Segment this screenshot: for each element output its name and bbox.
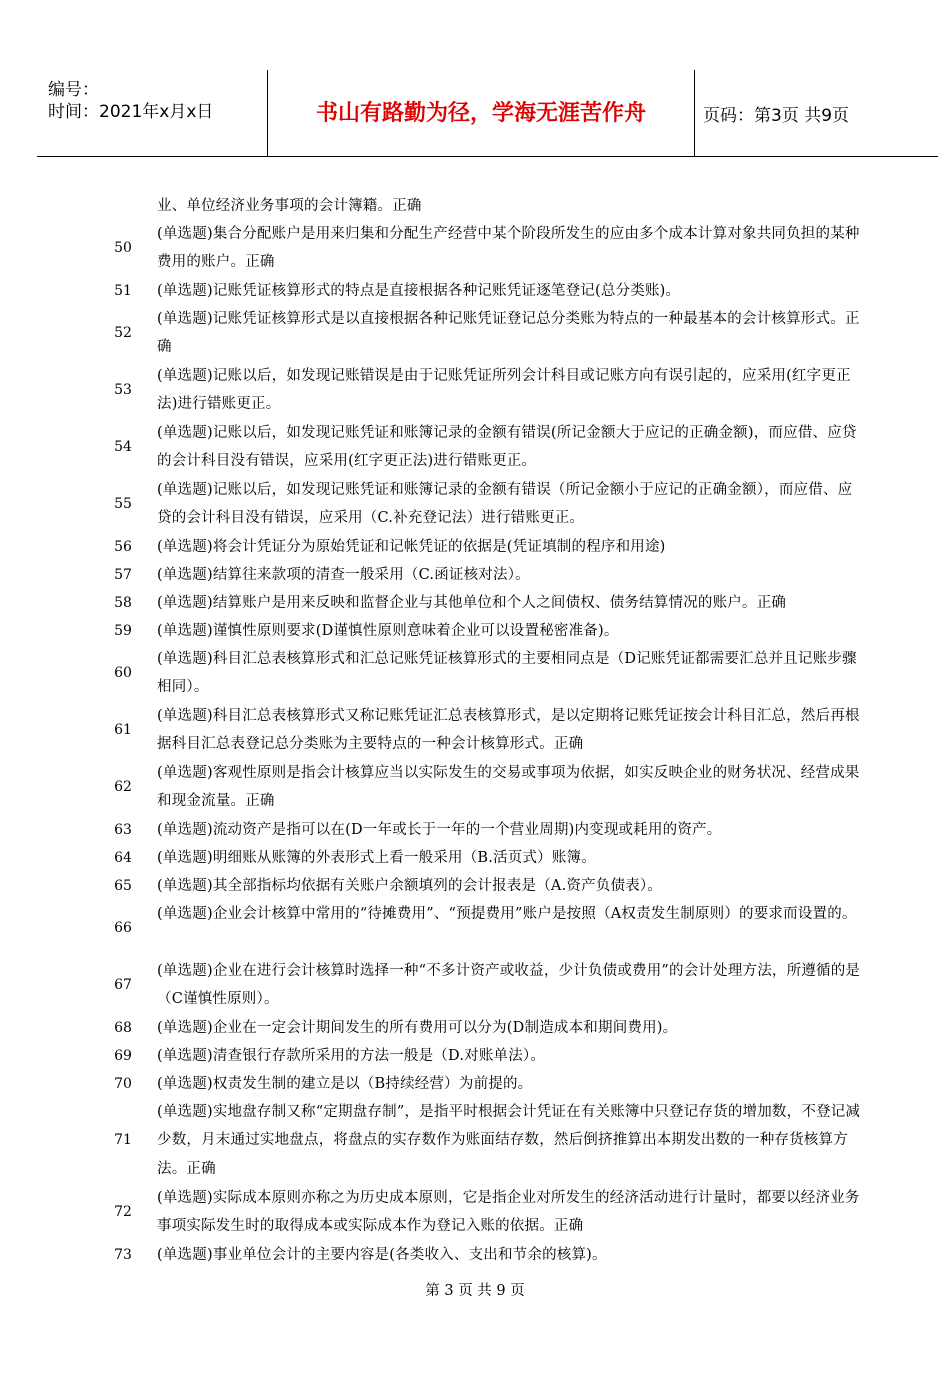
list-item: [0, 759, 950, 816]
item-number: 64: [114, 850, 132, 866]
list-item: [0, 192, 950, 220]
item-text: (单选题)谨慎性原则要求(D谨慎性原则意味着企业可以设置秘密准备)。: [157, 623, 619, 639]
item-number: 63: [114, 822, 132, 838]
item-number: 62: [114, 779, 132, 795]
item-number: 67: [114, 977, 132, 993]
header-page-cell: [694, 70, 938, 156]
item-number: 70: [114, 1076, 132, 1092]
item-number: 53: [114, 382, 132, 398]
header-meta: [37, 70, 267, 156]
list-item: [0, 844, 950, 872]
item-number: 54: [114, 439, 132, 455]
item-text: (单选题)记账凭证核算形式是以直接根据各种记账凭证登记总分类账为特点的一种最基本的会计核算形式。正确: [157, 311, 860, 356]
page-info: 页码：第3页 共9页: [703, 106, 850, 126]
item-number: 71: [114, 1132, 132, 1148]
list-item: [0, 277, 950, 305]
item-text: (单选题)记账以后，如发现记账凭证和账簿记录的金额有错误(所记金额大于应记的正确金额)，而应借、应贷的会计科目没有错误，应采用(红字更正法)进行错账更正。: [157, 425, 857, 470]
item-number: 57: [114, 567, 132, 583]
item-text: (单选题)企业在进行会计核算时选择一种“不多计资产或收益，少计负债或费用”的会计处理方法，所遵循的是（C谨慎性原则）。: [157, 963, 861, 1008]
item-text: 业、单位经济业务事项的会计簿籍。正确: [157, 198, 422, 214]
item-number: 73: [114, 1247, 132, 1263]
item-number: 72: [114, 1204, 132, 1220]
list-item: [0, 702, 950, 759]
item-number: 69: [114, 1048, 132, 1064]
item-number: 58: [114, 595, 132, 611]
item-text: (单选题)结算往来款项的清查一般采用（C.函证核对法）。: [157, 567, 530, 583]
list-item: [0, 362, 950, 419]
list-item: [0, 816, 950, 844]
item-number: 66: [114, 920, 132, 936]
motto: 书山有路勤为径，学海无涯苦作舟: [315, 101, 646, 126]
list-item: [0, 645, 950, 702]
list-item: [0, 1184, 950, 1241]
list-item: [0, 1014, 950, 1042]
list-item: [0, 1070, 950, 1098]
item-number: 55: [114, 496, 132, 512]
item-number: 59: [114, 623, 132, 639]
item-number: 65: [114, 878, 132, 894]
item-text: (单选题)集合分配账户是用来归集和分配生产经营中某个阶段所发生的应由多个成本计算对象共同负担的某种费用的账户。正确: [157, 226, 860, 271]
time-label: 时间：2021年x月x日: [48, 102, 214, 122]
list-item: [0, 533, 950, 561]
item-text: (单选题)流动资产是指可以在(D一年或长于一年的一个营业周期)内变现或耗用的资产。: [157, 822, 722, 838]
item-number: 50: [114, 240, 132, 256]
list-item: [0, 872, 950, 900]
serial-label: 编号：: [48, 80, 99, 100]
item-text: (单选题)其全部指标均依据有关账户余额填列的会计报表是（A.资产负债表）。: [157, 878, 663, 894]
item-text: (单选题)结算账户是用来反映和监督企业与其他单位和个人之间债权、债务结算情况的账户。正确: [157, 595, 787, 611]
list-item: [0, 1042, 950, 1070]
list-item: [0, 900, 950, 957]
list-item: [0, 305, 950, 362]
item-number: 51: [114, 283, 132, 299]
list-item: [0, 419, 950, 476]
item-text: (单选题)企业会计核算中常用的“待摊费用”、“预提费用”账户是按照（A权责发生制原则）的要求而设置的。: [157, 906, 857, 922]
page-header: [37, 70, 938, 157]
header-motto-cell: [267, 70, 695, 156]
item-text: (单选题)记账以后，如发现记账错误是由于记账凭证所列会计科目或记账方向有误引起的，应采用(红字更正法)进行错账更正。: [157, 368, 851, 413]
item-text: (单选题)科目汇总表核算形式又称记账凭证汇总表核算形式，是以定期将记账凭证按会计科目汇总，然后再根据科目汇总表登记总分类账为主要特点的一种会计核算形式。正确: [157, 708, 860, 753]
list-item: [0, 220, 950, 277]
page-footer: 第 3 页 共 9 页: [425, 1283, 525, 1299]
list-item: [0, 1098, 950, 1184]
item-number: 61: [114, 722, 132, 738]
item-text: (单选题)记账以后，如发现记账凭证和账簿记录的金额有错误（所记金额小于应记的正确金额），而应借、应贷的会计科目没有错误，应采用（C.补充登记法）进行错账更正。: [157, 482, 853, 527]
item-text: (单选题)实际成本原则亦称之为历史成本原则，它是指企业对所发生的经济活动进行计量时，都要以经济业务事项实际发生时的取得成本或实际成本作为登记入账的依据。正确: [157, 1190, 860, 1235]
list-item: [0, 589, 950, 617]
list-item: [0, 957, 950, 1014]
item-text: (单选题)客观性原则是指会计核算应当以实际发生的交易或事项为依据，如实反映企业的财务状况、经营成果和现金流量。正确: [157, 765, 860, 810]
item-number: 68: [114, 1020, 132, 1036]
item-text: (单选题)清查银行存款所采用的方法一般是（D.对账单法）。: [157, 1048, 546, 1064]
item-text: (单选题)企业在一定会计期间发生的所有费用可以分为(D制造成本和期间费用)。: [157, 1020, 678, 1036]
list-item: [0, 561, 950, 589]
item-text: (单选题)事业单位会计的主要内容是(各类收入、支出和节余的核算)。: [157, 1247, 607, 1263]
list-item: [0, 617, 950, 645]
list-item: [0, 1241, 950, 1269]
item-number: 56: [114, 539, 132, 555]
item-text: (单选题)实地盘存制又称“定期盘存制”，是指平时根据会计凭证在有关账簿中只登记存货的增加数，不登记减少数，月末通过实地盘点，将盘点的实存数作为账面结存数，然后倒挤推算出本期发出数的一种存货核算方法。正确: [157, 1104, 861, 1177]
item-text: (单选题)明细账从账簿的外表形式上看一般采用（B.活页式）账簿。: [157, 850, 596, 866]
list-item: [0, 476, 950, 533]
item-text: (单选题)权责发生制的建立是以（B持续经营）为前提的。: [157, 1076, 533, 1092]
item-number: 52: [114, 325, 132, 341]
item-number: 60: [114, 665, 132, 681]
item-text: (单选题)将会计凭证分为原始凭证和记帐凭证的依据是(凭证填制的程序和用途): [157, 539, 666, 555]
item-text: (单选题)记账凭证核算形式的特点是直接根据各种记账凭证逐笔登记(总分类账)。: [157, 283, 681, 299]
item-text: (单选题)科目汇总表核算形式和汇总记账凭证核算形式的主要相同点是（D记账凭证都需要汇总并且记账步骤相同）。: [157, 651, 857, 696]
